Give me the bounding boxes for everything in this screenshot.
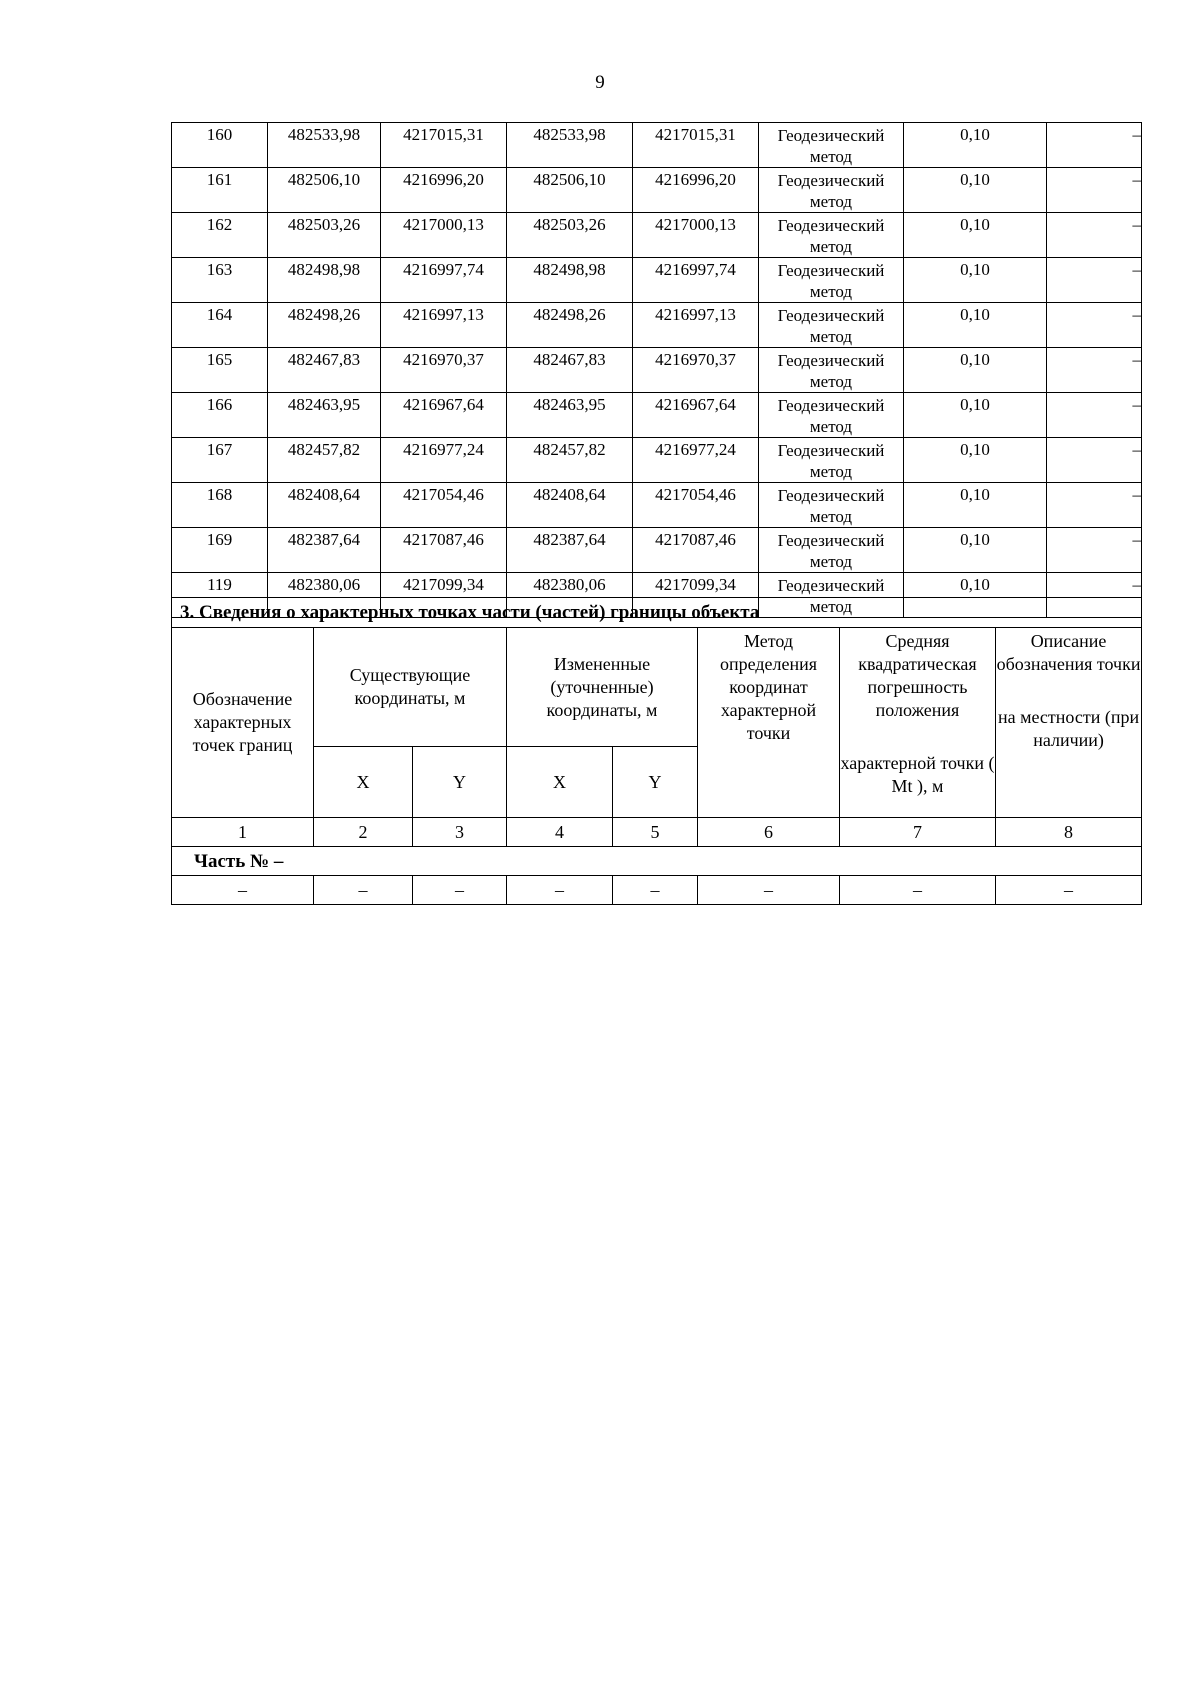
empty-row [172,876,1142,905]
x-changed-cell: 482380,06 [507,573,633,618]
x-existing-cell: 482408,64 [268,483,381,528]
x-changed-cell: 482387,64 [507,528,633,573]
mt-cell: 0,10 [904,168,1047,213]
mt-cell: 0,10 [904,393,1047,438]
x-existing-cell: 482506,10 [268,168,381,213]
y-existing-cell: 4217087,46 [381,528,507,573]
y-changed-cell: 4217000,13 [633,213,759,258]
description-cell: – [1047,303,1142,348]
header-existing-coords: Существующие координаты, м [314,628,507,747]
description-cell: – [1047,483,1142,528]
description-cell: – [1047,213,1142,258]
y-changed-cell: 4216996,20 [633,168,759,213]
method-cell: Геодезический метод [759,483,904,528]
method-cell: Геодезический метод [759,393,904,438]
column-number: 3 [413,818,507,847]
y-existing-cell: 4217054,46 [381,483,507,528]
column-number: 8 [996,818,1142,847]
column-number: 4 [507,818,613,847]
empty-cell: – [698,876,840,905]
method-cell: Геодезический метод [759,573,904,618]
section3-title: 3. Сведения о характерных точках части (частей) границы объекта [172,598,1142,628]
point-cell: 162 [172,213,268,258]
point-cell: 168 [172,483,268,528]
description-cell: – [1047,123,1142,168]
header-method: Метод определения координат характерной точки [698,628,840,818]
x-changed-cell: 482503,26 [507,213,633,258]
mt-cell: 0,10 [904,483,1047,528]
y-existing-cell: 4217015,31 [381,123,507,168]
table-row [172,483,1142,528]
y-existing-cell: 4216967,64 [381,393,507,438]
table-row [172,393,1142,438]
empty-cell: – [840,876,996,905]
mt-cell: 0,10 [904,213,1047,258]
y-changed-cell: 4217054,46 [633,483,759,528]
table-row [172,258,1142,303]
header-point-designation: Обозначение характерных точек границ [172,628,314,818]
empty-cell: – [172,876,314,905]
column-number: 5 [613,818,698,847]
x-existing-cell: 482467,83 [268,348,381,393]
point-cell: 169 [172,528,268,573]
y-changed-cell: 4217099,34 [633,573,759,618]
description-cell: – [1047,393,1142,438]
y-changed-cell: 4216977,24 [633,438,759,483]
column-number: 1 [172,818,314,847]
header-x-changed: X [507,747,613,818]
header-mt [840,628,996,818]
mt-cell: 0,10 [904,573,1047,618]
table-row [172,438,1142,483]
y-changed-cell: 4216997,13 [633,303,759,348]
mt-cell: 0,10 [904,258,1047,303]
part-label: Часть № – [172,847,1142,876]
x-changed-cell: 482498,98 [507,258,633,303]
point-cell: 165 [172,348,268,393]
header-mt-bottom: характерной точки ( Mt ), м [840,753,995,796]
column-numbers-row [172,818,1142,847]
description-cell: – [1047,168,1142,213]
table-row [172,303,1142,348]
y-existing-cell: 4217099,34 [381,573,507,618]
method-cell: Геодезический метод [759,303,904,348]
header-y-changed: Y [613,747,698,818]
point-cell: 166 [172,393,268,438]
x-changed-cell: 482533,98 [507,123,633,168]
empty-cell: – [413,876,507,905]
x-existing-cell: 482498,26 [268,303,381,348]
y-changed-cell: 4216997,74 [633,258,759,303]
point-cell: 164 [172,303,268,348]
table-row [172,348,1142,393]
x-changed-cell: 482463,95 [507,393,633,438]
method-cell: Геодезический метод [759,123,904,168]
empty-cell: – [613,876,698,905]
column-number: 2 [314,818,413,847]
method-cell: Геодезический метод [759,528,904,573]
y-changed-cell: 4216967,64 [633,393,759,438]
table-row [172,123,1142,168]
section3-table [171,597,1142,905]
empty-cell: – [996,876,1142,905]
point-cell: 163 [172,258,268,303]
header-desc [996,628,1142,818]
x-changed-cell: 482506,10 [507,168,633,213]
x-changed-cell: 482467,83 [507,348,633,393]
mt-cell: 0,10 [904,528,1047,573]
empty-cell: – [507,876,613,905]
empty-cell: – [314,876,413,905]
x-changed-cell: 482457,82 [507,438,633,483]
x-existing-cell: 482380,06 [268,573,381,618]
x-existing-cell: 482463,95 [268,393,381,438]
point-cell: 167 [172,438,268,483]
y-changed-cell: 4217087,46 [633,528,759,573]
mt-cell: 0,10 [904,123,1047,168]
table-row [172,168,1142,213]
x-existing-cell: 482503,26 [268,213,381,258]
y-changed-cell: 4217015,31 [633,123,759,168]
header-y-existing: Y [413,747,507,818]
mt-cell: 0,10 [904,303,1047,348]
method-cell: Геодезический метод [759,438,904,483]
method-cell: Геодезический метод [759,348,904,393]
description-cell: – [1047,258,1142,303]
y-changed-cell: 4216970,37 [633,348,759,393]
y-existing-cell: 4216977,24 [381,438,507,483]
description-cell: – [1047,528,1142,573]
y-existing-cell: 4216996,20 [381,168,507,213]
y-existing-cell: 4216997,74 [381,258,507,303]
x-changed-cell: 482408,64 [507,483,633,528]
description-cell: – [1047,348,1142,393]
header-x-existing: X [314,747,413,818]
column-number: 7 [840,818,996,847]
mt-cell: 0,10 [904,348,1047,393]
method-cell: Геодезический метод [759,168,904,213]
x-existing-cell: 482457,82 [268,438,381,483]
x-changed-cell: 482498,26 [507,303,633,348]
description-cell: – [1047,438,1142,483]
page-number: 9 [595,72,605,93]
method-cell: Геодезический метод [759,213,904,258]
method-cell: Геодезический метод [759,258,904,303]
point-cell: 161 [172,168,268,213]
x-existing-cell: 482533,98 [268,123,381,168]
header-changed-coords: Измененные (уточненные) координаты, м [507,628,698,747]
header-mt-top: Средняя квадратическая погрешность положения [858,631,977,720]
y-existing-cell: 4216970,37 [381,348,507,393]
mt-cell: 0,10 [904,438,1047,483]
x-existing-cell: 482387,64 [268,528,381,573]
table-row [172,528,1142,573]
description-cell: – [1047,573,1142,618]
y-existing-cell: 4216997,13 [381,303,507,348]
point-cell: 160 [172,123,268,168]
y-existing-cell: 4217000,13 [381,213,507,258]
x-existing-cell: 482498,98 [268,258,381,303]
table-row [172,213,1142,258]
header-desc-top: Описание обозначения точки [996,631,1141,674]
header-desc-bottom: на местности (при наличии) [997,707,1140,750]
point-cell: 119 [172,573,268,618]
coordinates-table [171,122,1142,618]
column-number: 6 [698,818,840,847]
